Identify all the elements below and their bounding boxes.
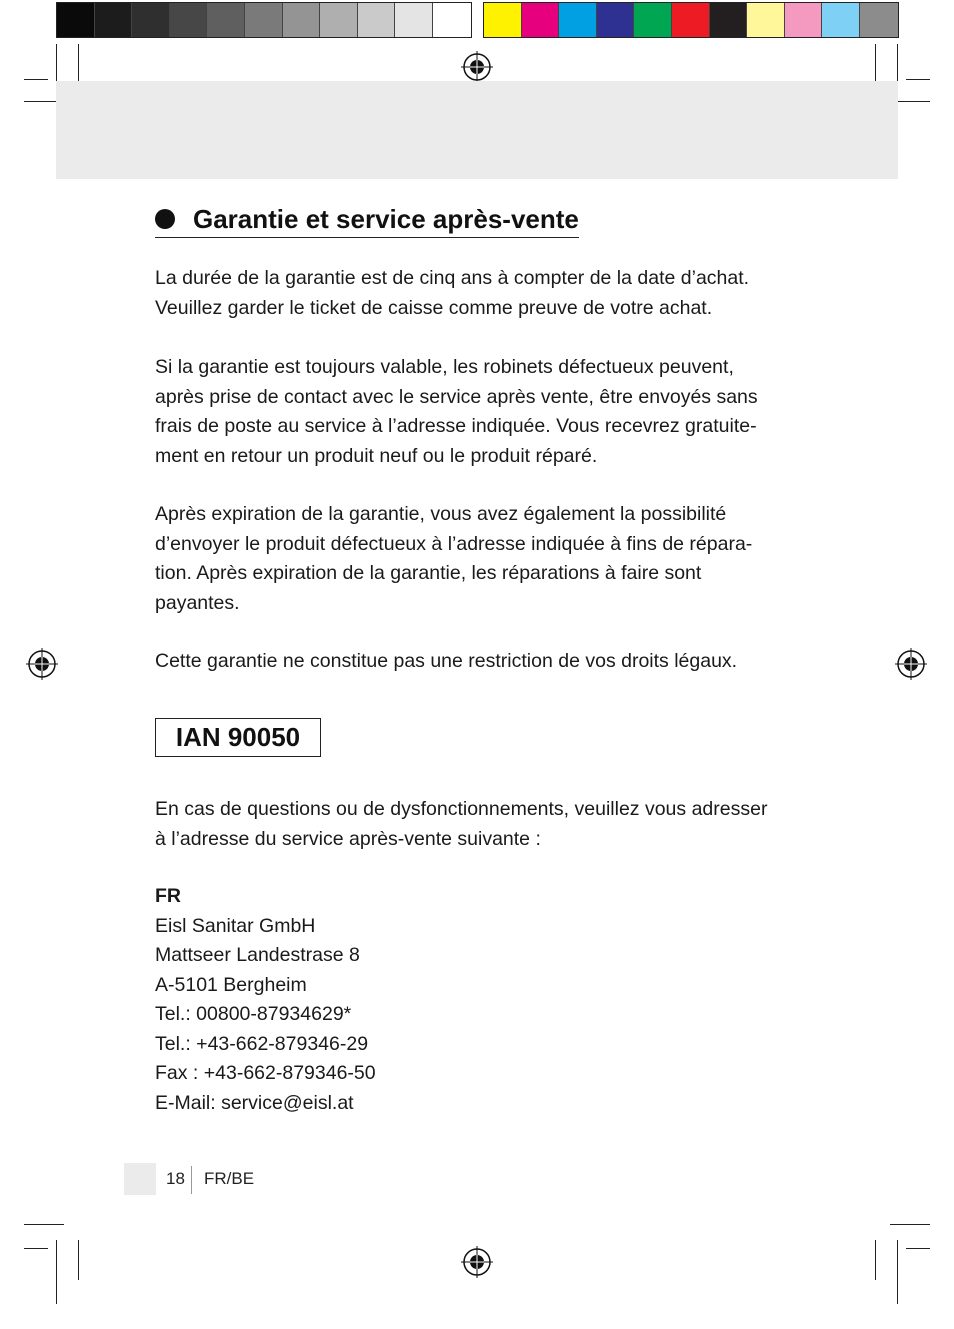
text-line: frais de poste au service à l’adresse indiquée. Vous recevrez gratuite- [155,415,757,437]
color-swatch [95,3,133,37]
gray-scale-bar [56,2,472,38]
crop-mark [906,79,930,80]
crop-mark [24,1224,64,1225]
text-line: ment en retour un produit neuf ou le produit réparé. [155,444,598,467]
color-swatch [57,3,95,37]
color-swatch [484,3,522,37]
color-swatch [132,3,170,37]
ian-number-box: IAN 90050 [155,718,321,757]
address-city: A-5101 Bergheim [155,973,307,996]
registration-mark-icon [895,648,927,680]
text-line: payantes. [155,591,240,614]
paragraph-after-expiration [155,500,805,618]
text-line: à l’adresse du service après-vente suivante : [155,827,541,850]
page-number: 18 [166,1169,185,1188]
address-street: Mattseer Landestrase 8 [155,944,360,966]
header-band [56,81,898,179]
color-swatch [283,3,321,37]
paragraph-warranty-duration [155,264,805,323]
registration-mark-icon [461,1246,493,1278]
color-swatch [634,3,672,37]
address-country: FR [155,885,181,907]
service-address [155,882,376,1118]
text-line: Cette garantie ne constitue pas une restriction de vos droits légaux. [155,650,738,672]
text-line: tion. Après expiration de la garantie, les réparations à faire sont [155,562,702,584]
text-line: après prise de contact avec le service après vente, être envoyés sans [155,385,758,408]
color-swatch [785,3,823,37]
color-swatch [710,3,748,37]
text-line: d’envoyer le produit défectueux à l’adresse indiquée à fins de répara- [155,532,753,555]
color-swatch [522,3,560,37]
address-tel: Tel.: +43-662-879346-29 [155,1032,369,1055]
color-swatch [207,3,245,37]
crop-mark [906,1248,930,1249]
footer-language: FR/BE [204,1169,255,1188]
color-swatch [747,3,785,37]
color-scale-bar [483,2,899,38]
color-swatch [245,3,283,37]
address-company: Eisl Sanitar GmbH [155,914,316,937]
text-line: Si la garantie est toujours valable, les robinets défectueux peuvent, [155,356,734,378]
registration-mark-icon [461,51,493,83]
footer-divider [191,1166,192,1194]
address-tel-free: Tel.: 00800-87934629* [155,1003,352,1025]
color-swatch [320,3,358,37]
crop-mark [875,1240,876,1280]
color-swatch [559,3,597,37]
crop-mark [56,1240,57,1304]
color-swatch [170,3,208,37]
section-heading [155,201,579,238]
crop-mark [897,1240,898,1304]
text-line: En cas de questions ou de dysfonctionnements, veuillez vous adresser [155,798,768,820]
section-title: Garantie et service après-vente [193,203,579,234]
registration-mark-icon [26,648,58,680]
color-swatch [358,3,396,37]
color-swatch [433,3,471,37]
color-swatch [672,3,710,37]
color-swatch [860,3,898,37]
contact-intro [155,795,805,854]
color-swatch [822,3,860,37]
crop-mark [78,1240,79,1280]
address-email: E-Mail: service@eisl.at [155,1091,354,1114]
text-line: Après expiration de la garantie, vous avez également la possibilité [155,503,727,525]
crop-mark [890,1224,930,1225]
color-swatch [395,3,433,37]
crop-mark [24,1248,48,1249]
address-fax: Fax : +43-662-879346-50 [155,1062,376,1084]
paragraph-legal-rights [155,647,805,677]
text-line: Veuillez garder le ticket de caisse comme preuve de votre achat. [155,296,713,319]
footer-tab [124,1163,156,1195]
color-swatch [597,3,635,37]
bullet-icon [155,209,175,229]
text-line: La durée de la garantie est de cinq ans à compter de la date d’achat. [155,267,750,289]
paragraph-warranty-service [155,353,805,471]
crop-mark [24,79,48,80]
